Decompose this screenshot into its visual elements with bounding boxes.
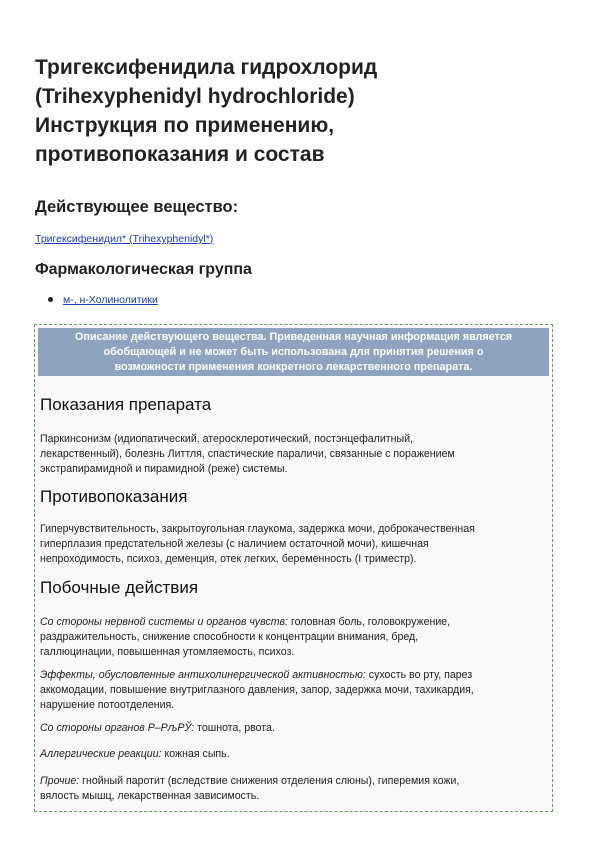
pharm-group-link[interactable]: м-, н-Холинолитики bbox=[63, 294, 158, 306]
active-substance-heading: Действующее вещество: bbox=[35, 198, 239, 216]
text-line: вялость мышц, лекарственная зависимость. bbox=[40, 790, 260, 802]
text-line: нарушение потоотделения. bbox=[40, 699, 175, 711]
effect-category: Прочие: bbox=[40, 775, 80, 787]
contraindications-heading: Противопоказания bbox=[40, 487, 188, 506]
side-effects-anticholinergic bbox=[40, 668, 548, 713]
title-line: Тригексифенидила гидрохлорид bbox=[35, 56, 378, 79]
disclaimer-line: обобщающей и не может быть использована для принятия решения о bbox=[103, 346, 484, 358]
effect-category: Аллергические реакции: bbox=[40, 748, 162, 760]
disclaimer-line: Описание действующего вещества. Приведенная научная информация является bbox=[74, 331, 513, 343]
text-line: лекарственный), болезнь Литтля, спастические параличи, связанные с поражением bbox=[40, 448, 455, 460]
active-substance-link[interactable]: Тригексифенидил* (Trihexyphenidyl*) bbox=[35, 233, 214, 245]
pharm-group-heading: Фармакологическая группа bbox=[35, 261, 252, 278]
text-line: экстрапирамидной и пирамидной (реже) системы. bbox=[40, 463, 288, 475]
side-effects-heading: Побочные действия bbox=[40, 578, 199, 597]
indications-heading: Показания препарата bbox=[40, 395, 212, 414]
indications-text bbox=[40, 432, 548, 477]
text-line: непроходимость, психоз, деменция, отек легких, беременность (I триместр). bbox=[40, 553, 417, 565]
effect-text: гнойный паротит (вследствие снижения отделения слюны), гиперемия кожи, bbox=[79, 775, 460, 787]
effect-category: Эффекты, обусловленные антихолинергической активностью: bbox=[40, 669, 366, 681]
disclaimer-line: возможности применения конкретного лекарственного препарата. bbox=[114, 361, 473, 373]
effect-category: Со стороны органов Р–РљРЎ: bbox=[40, 722, 195, 734]
text-line: Паркинсонизм (идиопатический, атеросклеротический, постэнцефалитный, bbox=[40, 433, 413, 445]
text-line: гиперплазия предстательной железы (с наличием остаточной мочи), кишечная bbox=[40, 538, 429, 550]
page-title bbox=[35, 53, 565, 169]
effect-category: Со стороны нервной системы и органов чувств: bbox=[40, 616, 288, 628]
effect-text: сухость во рту, парез bbox=[365, 669, 473, 681]
text-line bbox=[40, 668, 548, 683]
text-line: галлюцинации, повышенная утомляемость, психоз. bbox=[40, 646, 295, 658]
text-line: аккомодации, повышение внутриглазного давления, запор, задержка мочи, тахикардия, bbox=[40, 684, 474, 696]
effect-text: тошнота, рвота. bbox=[194, 722, 275, 734]
contraindications-text bbox=[40, 522, 548, 567]
text-line bbox=[40, 747, 548, 762]
side-effects-gi bbox=[40, 721, 548, 736]
title-line: Инструкция по применению, bbox=[35, 114, 335, 137]
side-effects-nervous bbox=[40, 615, 548, 660]
effect-text: головная боль, головокружение, bbox=[288, 616, 451, 628]
text-line bbox=[40, 721, 548, 736]
drug-info-box bbox=[34, 324, 553, 812]
text-line: Гиперчувствительность, закрытоугольная глаукома, задержка мочи, доброкачественная bbox=[40, 523, 475, 535]
side-effects-other bbox=[40, 774, 548, 804]
disclaimer-banner bbox=[38, 328, 549, 376]
text-line: раздражительность, снижение способности к концентрации внимания, бред, bbox=[40, 631, 419, 643]
effect-text: кожная сыпь. bbox=[161, 748, 230, 760]
text-line bbox=[40, 774, 548, 789]
side-effects-allergic bbox=[40, 747, 548, 762]
title-line: (Trihexyphenidyl hydrochloride) bbox=[35, 85, 355, 108]
bullet-icon bbox=[48, 297, 53, 302]
title-line: противопоказания и состав bbox=[35, 143, 325, 166]
text-line bbox=[40, 615, 548, 630]
pharm-group-list bbox=[48, 294, 158, 306]
